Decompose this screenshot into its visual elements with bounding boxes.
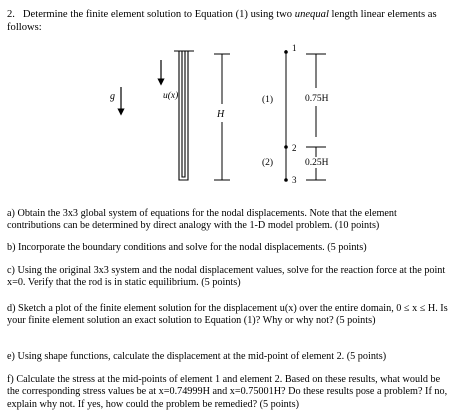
rod-body	[174, 51, 194, 180]
question-part: a)	[7, 208, 15, 219]
question-a	[7, 208, 453, 233]
rod-figure	[0, 40, 461, 200]
question-text: Using the original 3x3 system and the nodal displacement values, solve for the reaction force at the point x=0. Verify that the rod is in static equilibrium. (5 points)	[7, 265, 446, 289]
question-part: c)	[7, 265, 15, 276]
question-text: Using shape functions, calculate the displacement at the mid-point of element 2. (5 points)	[17, 351, 387, 362]
question-text: Incorporate the boundary conditions and solve for the nodal displacements. (5 points)	[18, 242, 367, 253]
node-2-marker	[284, 145, 288, 149]
node-1-label: 1	[292, 43, 297, 53]
question-part: e)	[7, 351, 15, 362]
question-b	[7, 242, 453, 254]
node-3-marker	[284, 178, 288, 182]
question-part: d)	[7, 303, 16, 314]
length-1-label: 0.75H	[305, 94, 329, 104]
intro-emphasis: unequal	[294, 9, 329, 20]
problem-number: 2.	[7, 9, 15, 20]
height-label: H	[217, 109, 225, 120]
question-part: b)	[7, 242, 16, 253]
question-text: Obtain the 3x3 global system of equations for the nodal displacements. Note that the element contributions can be determined by direct analogy with the 1-D model problem. (10 points)	[7, 208, 397, 232]
element-2-label: (2)	[262, 158, 274, 168]
question-d	[7, 303, 453, 328]
gravity-label: g	[110, 91, 115, 102]
question-text: Calculate the stress at the mid-points of element 1 and element 2. Based on these results, what would be the corresponding stress values be at x=0.74999H and x=0.75001H? Do these results pose a problem? If no, explain why not. If yes, how could the problem be remedied? (5 points)	[7, 374, 448, 410]
question-text: Sketch a plot of the finite element solution for the displacement u(x) over the entire domain, 0 ≤ x ≤ H. Is your finite element solution an exact solution to Equation (1)? Why or why not? (5 points)	[7, 303, 448, 327]
node-3-label: 3	[292, 175, 297, 185]
question-e	[7, 351, 453, 363]
length-2-label: 0.25H	[305, 158, 329, 168]
node-1-marker	[284, 50, 288, 54]
problem-intro	[7, 8, 453, 34]
intro-suffix: length linear elements as follows:	[7, 9, 437, 33]
element-1-label: (1)	[262, 95, 274, 105]
intro-prefix: Determine the finite element solution to Equation (1) using two	[22, 9, 295, 20]
node-2-label: 2	[292, 143, 297, 153]
question-part: f)	[7, 374, 14, 385]
question-f	[7, 374, 453, 411]
displacement-label: u(x)	[163, 91, 179, 101]
question-c	[7, 265, 453, 290]
